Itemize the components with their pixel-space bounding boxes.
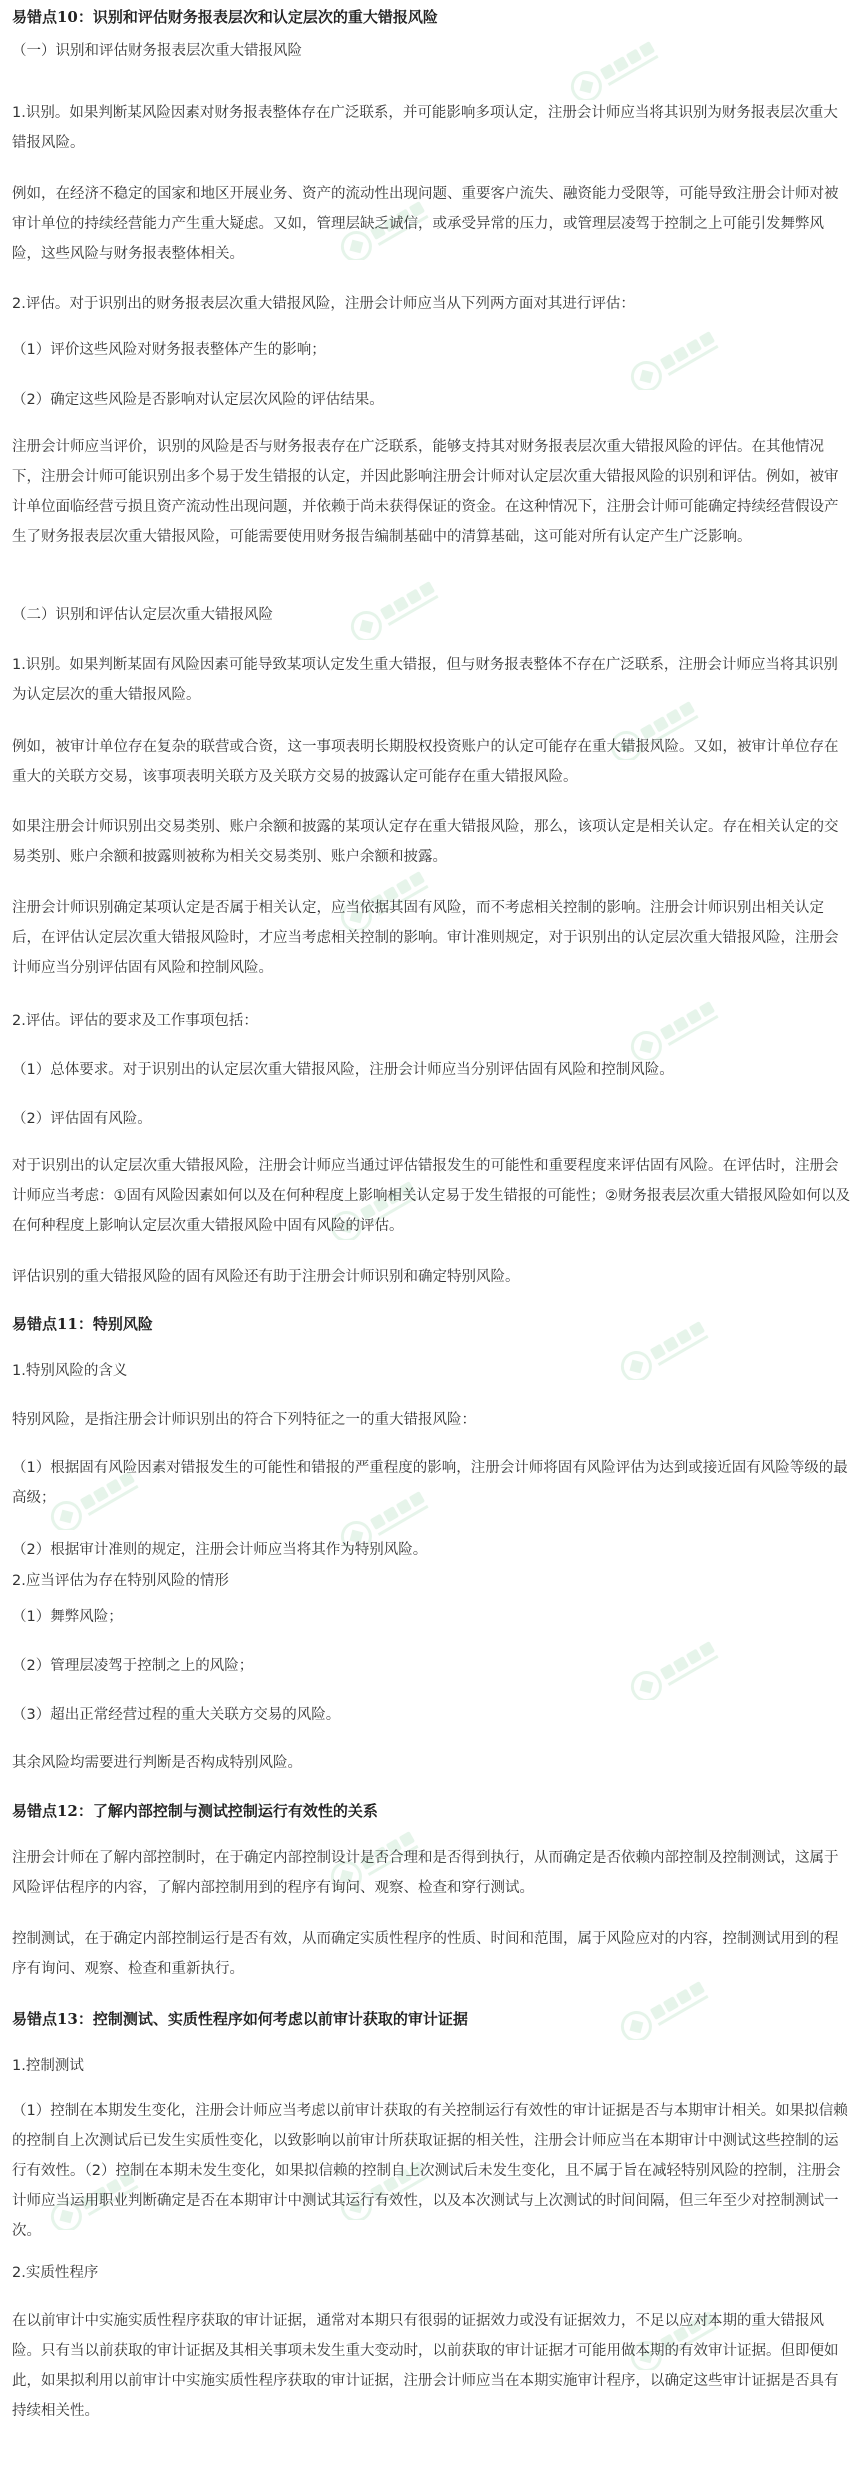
- list-item: （2）确定这些风险是否影响对认定层次风险的评估结果。: [12, 392, 384, 408]
- paragraph: 评估识别的重大错报风险的固有风险还有助于注册会计师识别和确定特别风险。: [12, 1269, 520, 1285]
- list-item: （1）根据固有风险因素对错报发生的可能性和错报的严重程度的影响，注册会计师将固有风险评估为达到或接近固有风险等级的最高级；: [12, 1460, 848, 1506]
- paragraph: 1.识别。如果判断某固有风险因素可能导致某项认定发生重大错报，但与财务报表整体不存在广泛联系，注册会计师应当将其识别为认定层次的重大错报风险。: [12, 657, 838, 703]
- paragraph: 其余风险均需要进行判断是否构成特别风险。: [12, 1755, 302, 1771]
- paragraph: 在以前审计中实施实质性程序获取的审计证据，通常对本期只有很弱的证据效力或没有证据效力，不足以应对本期的重大错报风险。只有当以前获取的审计证据及其相关事项未发生重大变动时，以前获取的审计证据才可能用做本期的有效审计证据。但即便如此，如果拟利用以前审计中实施实质性程序获取的审计证据，注册会计师应当在本期实施审计程序，以确定这些审计证据是否具有持续相关性。: [12, 2313, 839, 2419]
- list-item: （1）总体要求。对于识别出的认定层次重大错报风险，注册会计师应当分别评估固有风险和控制风险。: [12, 1062, 674, 1078]
- paragraph: 2.应当评估为存在特别风险的情形: [12, 1573, 229, 1589]
- list-item: （2）管理层凌驾于控制之上的风险；: [12, 1658, 254, 1674]
- subheading-report-level: （一）识别和评估财务报表层次重大错报风险: [12, 43, 302, 59]
- paragraph: 2.评估。对于识别出的财务报表层次重大错报风险，注册会计师应当从下列两方面对其进行评估：: [12, 296, 635, 312]
- heading-pitfall-12: 易错点12：了解内部控制与测试控制运行有效性的关系: [12, 1802, 378, 1820]
- paragraph: 1.识别。如果判断某风险因素对财务报表整体存在广泛联系，并可能影响多项认定，注册会计师应当将其识别为财务报表层次重大错报风险。: [12, 105, 838, 151]
- paragraph: 注册会计师在了解内部控制时，在于确定内部控制设计是否合理和是否得到执行，从而确定是否依赖内部控制及控制测试，这属于风险评估程序的内容，了解内部控制用到的程序有询问、观察、检查和穿行测试。: [12, 1850, 839, 1896]
- paragraph: 1.控制测试: [12, 2058, 84, 2074]
- paragraph: 注册会计师识别确定某项认定是否属于相关认定，应当依据其固有风险，而不考虑相关控制的影响。注册会计师识别出相关认定后，在评估认定层次重大错报风险时，才应当考虑相关控制的影响。审计准则规定，对于识别出的认定层次重大错报风险，注册会计师应当分别评估固有风险和控制风险。: [12, 900, 839, 976]
- subheading-assertion-level: （二）识别和评估认定层次重大错报风险: [12, 607, 273, 623]
- paragraph: 特别风险，是指注册会计师识别出的符合下列特征之一的重大错报风险：: [12, 1412, 476, 1428]
- paragraph: （1）控制在本期发生变化，注册会计师应当考虑以前审计获取的有关控制运行有效性的审计证据是否与本期审计相关。如果拟信赖的控制自上次测试后已发生实质性变化，以致影响以前审计所获取证据的相关性，注册会计师应当在本期审计中测试这些控制的运行有效性。（2）控制在本期未发生变化，如果拟信赖的控制自上次测试后未发生变化，且不属于旨在减轻特别风险的控制，注册会计师应当运用职业判断确定是否在本期审计中测试其运行有效性，以及本次测试与上次测试的时间间隔，但三年至少对控制测试一次。: [12, 2103, 848, 2239]
- paragraph: 控制测试，在于确定内部控制运行是否有效，从而确定实质性程序的性质、时间和范围，属于风险应对的内容，控制测试用到的程序有询问、观察、检查和重新执行。: [12, 1931, 839, 1977]
- list-item: （1）舞弊风险；: [12, 1609, 123, 1625]
- list-item: （2）根据审计准则的规定，注册会计师应当将其作为特别风险。: [12, 1542, 428, 1558]
- paragraph: 2.实质性程序: [12, 2265, 99, 2281]
- list-item: （3）超出正常经营过程的重大关联方交易的风险。: [12, 1707, 341, 1723]
- paragraph: 1.特别风险的含义: [12, 1363, 128, 1379]
- heading-pitfall-11: 易错点11：特别风险: [12, 1315, 153, 1333]
- paragraph: 对于识别出的认定层次重大错报风险，注册会计师应当通过评估错报发生的可能性和重要程度来评估固有风险。在评估时，注册会计师应当考虑：①固有风险因素如何以及在何种程度上影响相关认定易于发生错报的可能性；②财务报表层次重大错报风险如何以及在何种程度上影响认定层次重大错报风险中固有风险的评估。: [12, 1158, 850, 1234]
- list-item: （1）评价这些风险对财务报表整体产生的影响；: [12, 342, 326, 358]
- paragraph: 例如，被审计单位存在复杂的联营或合资，这一事项表明长期股权投资账户的认定可能存在重大错报风险。又如，被审计单位存在重大的关联方交易，该事项表明关联方及关联方交易的披露认定可能存在重大错报风险。: [12, 739, 839, 785]
- heading-pitfall-10: 易错点10：识别和评估财务报表层次和认定层次的重大错报风险: [12, 8, 438, 26]
- heading-pitfall-13: 易错点13：控制测试、实质性程序如何考虑以前审计获取的审计证据: [12, 2010, 468, 2028]
- paragraph: 2.评估。评估的要求及工作事项包括：: [12, 1013, 258, 1029]
- paragraph: 例如，在经济不稳定的国家和地区开展业务、资产的流动性出现问题、重要客户流失、融资能力受限等，可能导致注册会计师对被审计单位的持续经营能力产生重大疑虑。又如，管理层缺乏诚信，或承受异常的压力，或管理层凌驾于控制之上可能引发舞弊风险，这些风险与财务报表整体相关。: [12, 186, 839, 262]
- list-item: （2）评估固有风险。: [12, 1111, 152, 1127]
- paragraph: 如果注册会计师识别出交易类别、账户余额和披露的某项认定存在重大错报风险，那么，该项认定是相关认定。存在相关认定的交易类别、账户余额和披露则被称为相关交易类别、账户余额和披露。: [12, 819, 839, 865]
- paragraph: 注册会计师应当评价，识别的风险是否与财务报表存在广泛联系，能够支持其对财务报表层次重大错报风险的评估。在其他情况下，注册会计师可能识别出多个易于发生错报的认定，并因此影响注册会计师对认定层次重大错报风险的识别和评估。例如，被审计单位面临经营亏损且资产流动性出现问题，并依赖于尚未获得保证的资金。在这种情况下，注册会计师可能确定持续经营假设产生了财务报表层次重大错报风险，可能需要使用财务报告编制基础中的清算基础，这可能对所有认定产生广泛影响。: [12, 439, 839, 545]
